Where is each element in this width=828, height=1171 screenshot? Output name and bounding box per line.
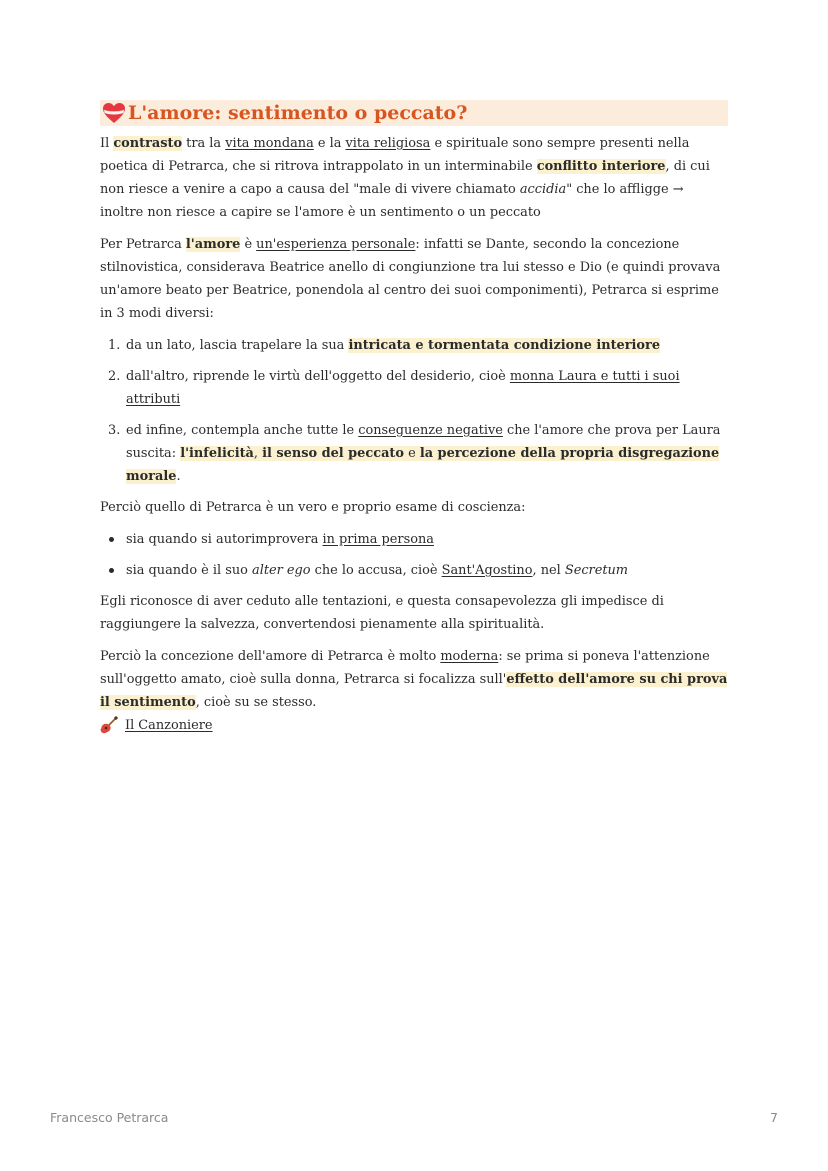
- document-body: [100, 100, 728, 723]
- list-item: 3. ed infine, contempla anche tutte le conseguenze negative che l'amore che prova per Laura suscita: l'infelicità, il senso del peccato e la percezione della propria disgregazione morale.: [108, 423, 721, 484]
- paragraph-moderna: Perciò la concezione dell'amore di Petrarca è molto moderna: se prima si poneva l'attenzione sull'oggetto amato, cioè sulla donna, Petrarca si focalizza sull'effetto dell'amore su chi prova il sentimento, cioè su se stesso.: [100, 649, 728, 710]
- paragraph-amore: Per Petrarca l'amore è un'esperienza personale: infatti se Dante, secondo la concezione stilnovistica, considerava Beatrice anello di congiunzione tra lui stesso e Dio (e quindi provava un'amore beato per Beatrice, ponendola al centro dei suoi componimenti), Petrarca si esprime in 3 modi diversi:: [100, 237, 721, 321]
- guitar-icon: [100, 716, 118, 734]
- paragraph-esame: Perciò quello di Petrarca è un vero e proprio esame di coscienza:: [100, 500, 526, 515]
- heart-ribbon-icon: [102, 102, 126, 124]
- paragraph-tentazioni: Egli riconosce di aver ceduto alle tentazioni, e questa consapevolezza gli impedisce di raggiungere la salvezza, convertendosi pienamente alla spiritualità.: [100, 594, 664, 632]
- bullet-list: [100, 528, 728, 582]
- heading-title: L'amore: sentimento o peccato?: [128, 102, 468, 124]
- list-item: sia quando è il suo alter ego che lo accusa, cioè Sant'Agostino, nel Secretum: [100, 559, 728, 582]
- paragraph-contrasto: Il contrasto tra la vita mondana e la vita religiosa e spirituale sono sempre presenti nella poetica di Petrarca, che si ritrova intrappolato in un interminabile conflitto interiore, di cui non riesce a venire a capo a causa del "male di vivere chiamato accidia" che lo affligge → inoltre non riesce a capire se l'amore è un sentimento o un peccato: [100, 136, 710, 220]
- section-heading: [100, 100, 728, 126]
- list-item: 2. dall'altro, riprende le virtù dell'oggetto del desiderio, cioè monna Laura e tutti i suoi attributi: [108, 369, 680, 407]
- canzoniere-link-row[interactable]: [100, 716, 213, 734]
- page-number: 7: [770, 1110, 778, 1125]
- numbered-list: [100, 334, 728, 488]
- list-item: 1. da un lato, lascia trapelare la sua intricata e tormentata condizione interiore: [108, 338, 661, 353]
- footer-title: Francesco Petrarca: [50, 1110, 169, 1125]
- list-item: sia quando si autorimprovera in prima persona: [100, 528, 728, 551]
- canzoniere-link[interactable]: Il Canzoniere: [125, 717, 213, 733]
